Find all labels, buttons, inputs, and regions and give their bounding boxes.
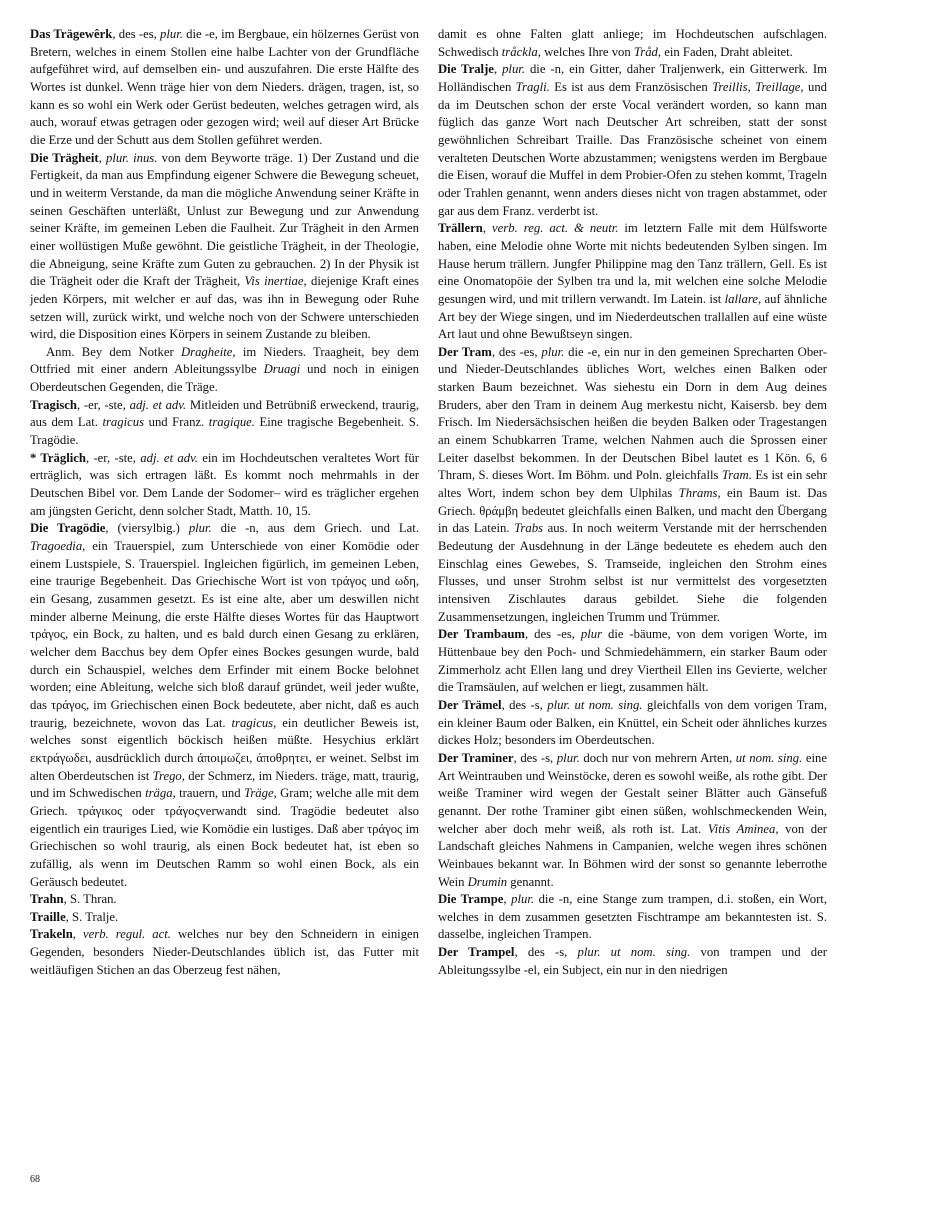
dictionary-entry bbox=[438, 220, 827, 344]
entry-italic-text: tråckla, bbox=[501, 44, 541, 59]
entry-text: die -n, aus dem Griech. und Lat. bbox=[211, 521, 419, 536]
entry-italic-text: tragicus bbox=[102, 415, 145, 430]
entry-text: von der Landschaft gleiches Nahmens in Campanien, welche wegen ihres schönen Weinbaues bekannt war. In Böhmen wird der sonst so genannte leberrothe Wein bbox=[438, 821, 827, 889]
entry-text: , des -es, bbox=[491, 344, 542, 359]
entry-italic-text: adj. et adv. bbox=[140, 450, 198, 465]
entry-italic-text: plur. inus. bbox=[105, 150, 158, 165]
entry-text: die -e, im Bergbaue, ein hölzernes Gerüst von Bretern, welches in einem Stollen eine halbe Lachter von der Grundfläche aufgeführet wird, auf demselben ein- und auszufahren. Die erste Hälfte des Wortes ist dunkel. Wenn träge hier von dem Nieders. drägen, tragen, ist, so kann es so wohl ein Werk oder Gerüst bedeuten, welches getragen wird, als auch, worauf etwas getragen oder gezogen wird; weil auf dieser Art Brücke die Erze und der Schutt aus dem Stollen geführet werden. bbox=[30, 27, 419, 147]
entry-headword: Der Trampel bbox=[438, 945, 515, 960]
entry-text: ein Trauerspiel, zum Unterschiede von einer Komödie oder einem Lustspiele, S. Trauerspiel. Ingleichen figürlich, im gemeinen Leben, eine traurige Begebenheit. Das Griechische Wort ist von τράγος und ωδη, ein Gesang, zusammen gesetzt. Es ist eine alte, aber um deswillen nicht minder alberne Meinung, die erste Hälfte dieses Wortes für das Hauptwort τράγος, ein Bock, zu halten, und es bald durch einen Gesang zu erklären, welcher dem Bacchus bey dem Opfer eines Bockes gesungen wurde, bald durch ein Schauspiel, welches dem Erfinder mit einem Bocke belohnet worden; eine Ableitung, welche sich bloß darauf gründet, weil jeder wußte, das τράγος, im Griechischen einen Bock bedeutete, aber nicht, daß es auch traurig, bezeichnete, wovon das Lat. bbox=[30, 539, 419, 730]
entry-headword: Die Tralje bbox=[438, 62, 494, 77]
entry-text: im Nieders. Traagheit, bey dem Ottfried mit einer andern Ableitungssylbe bbox=[30, 344, 420, 377]
entry-headword: Tragisch bbox=[30, 397, 77, 412]
entry-headword: * Träglich bbox=[30, 450, 86, 465]
entry-text: eine Art Weintrauben und Weinstöcke, deren es sowohl weiße, als rothe gibt. Der weiße Traminer wird wegen der Gestalt seiner Blätter auch Gänsefuß genannt. Der rothe Traminer gibt einen süßen, wohlschmeckenden Wein, welcher aber doch mehr weiß, als roth ist. Lat. bbox=[438, 750, 828, 836]
entry-italic-text: plur. bbox=[556, 750, 580, 765]
entry-text: trauern, und bbox=[175, 786, 244, 801]
entry-text: , des -s, bbox=[514, 945, 578, 960]
entry-italic-text: tragicus, bbox=[231, 715, 277, 730]
entry-italic-text: Vitis Aminea, bbox=[707, 821, 779, 836]
entry-text: Eine tragische Begebenheit. S. Tragödie. bbox=[30, 415, 420, 448]
entry-text: die -e, ein nur in den gemeinen Sprecharten Ober- und Nieder-Deutschlandes übliches Wort, welches einen Balken oder starken Baum bezeichnet. Was siehestu ein Dorn in dem Aug deines Bruders, aber den Tram in deinem Aug merkestu nicht, Kaisersb. bey dem Frisch. Im Niedersächsischen heißen die beyden Balken oder Tragestangen an einem Schubkarren Trame, welchen Nahmen auch die Sprossen einer Leiter daselbst bekommen. In der Deutschen Bibel lautet es 1 Kön. 6, 6 Thram, S. dieses Wort. Im Böhm. und Poln. gleichfalls bbox=[438, 344, 827, 483]
entry-text: , des -es, bbox=[112, 27, 161, 41]
entry-text: , bbox=[503, 892, 512, 907]
entry-text: Anm. Bey dem Notker bbox=[46, 344, 181, 359]
left-column bbox=[30, 26, 419, 979]
entry-italic-text: plur. bbox=[541, 344, 565, 359]
entry-text: , (viersylbig.) bbox=[105, 521, 189, 536]
entry-italic-text: plur. bbox=[188, 521, 212, 536]
dictionary-entry bbox=[30, 450, 419, 521]
dictionary-entry bbox=[438, 626, 827, 697]
entry-text: , bbox=[98, 150, 106, 165]
entry-text: Gram; welche alle mit dem Griech. τράγικος oder τράγοςverwandt sind. Tragödie bedeutet also eigentlich ein trauriges Lied, wie Komödie ein lustiges. Daß aber τράγος im Griechischen so wohl traurig, als einen Bock bedeutet hat, ist eben so zufällig, als wenn im Deutschen Ramm so wohl einen Bock, als ein Geräusch bedeutet. bbox=[30, 786, 419, 889]
entry-text: ein Faden, Draht ableitet. bbox=[661, 44, 793, 59]
entry-text: , bbox=[493, 62, 503, 77]
entry-headword: Die Tragödie bbox=[30, 521, 106, 536]
entry-italic-text: lallare, bbox=[724, 291, 762, 306]
entry-text: im letztern Falle mit dem Hülfsworte haben, eine Melodie ohne Worte mit nichts bedeutenden Sylben singen. Im Hause herum trällern. Jungfer Philippine mag den Tanz trällern, Gell. Es ist eine Onomatopöie der Sylben tra und la, mit welchen eine solche Melodie gesungen wird, und mit trillern verwandt. Im Latein. ist bbox=[438, 221, 827, 306]
entry-italic-text: Druagi bbox=[263, 362, 301, 377]
dictionary-entry bbox=[438, 697, 827, 750]
dictionary-entry bbox=[30, 26, 419, 150]
page-number: 68 bbox=[30, 1174, 40, 1185]
entry-text: , bbox=[72, 927, 83, 942]
entry-text: und noch in einigen Oberdeutschen Gegenden, die Träge. bbox=[30, 362, 419, 395]
entry-text: welches Ihre von bbox=[540, 44, 634, 59]
right-column bbox=[438, 26, 827, 979]
entry-text: doch nur von mehrern Arten, bbox=[579, 750, 736, 765]
entry-headword: Der Trambaum bbox=[438, 627, 525, 642]
entry-text: von dem Beyworte träge. 1) Der Zustand und die Fertigkeit, da man aus Empfindung eigener Schwere die Bewegung scheuet, und in weiterm Verstande, da man die mögliche Anwendung seiner Kräfte in seinen Geschäften unterläßt, Unlust zur Bewegung und zur Anwendung seiner Kräfte, im gemeinen Leben die Faulheit. Zur Trägheit in den Armen einer wollüstigen Muße gewöhnt. Die geistliche Trägheit, in der Theologie, die Abneigung, seine Kräfte zum Guten zu gebrauchen. 2) In der Physik ist die Trägheit oder die Kraft der Trägheit, bbox=[30, 150, 419, 289]
entry-italic-text: Vis inertiae, bbox=[244, 274, 307, 289]
entry-text: diejenige Kraft eines jeden Körpers, mit welcher er auf das, was ihn in Bewegung oder Ruhe setzen will, zurück wirkt, und welche noch von der Schwere unterschieden wird, die Disposition eines Körpers in seinem Zustande zu bleiben. bbox=[30, 274, 419, 342]
entry-italic-text: plur bbox=[580, 627, 603, 642]
entry-italic-text: ut nom. sing. bbox=[735, 750, 803, 765]
entry-headword: Das Trägewêrk bbox=[30, 27, 113, 41]
entry-italic-text: Dragheite, bbox=[180, 344, 236, 359]
entry-italic-text: plur. ut nom. sing. bbox=[577, 945, 691, 960]
dictionary-entry bbox=[30, 891, 419, 909]
entry-text: damit es ohne Falten glatt anliege; im Hochdeutschen aufschlagen. Schwedisch bbox=[438, 27, 827, 59]
entry-text: von trampen und der Ableitungssylbe -el, ein Subject, ein nur in den niedrigen bbox=[438, 945, 827, 977]
entry-text: Es ist aus dem Französischen bbox=[549, 79, 713, 94]
entry-text: , S. Tralje. bbox=[65, 909, 119, 924]
entry-text: ein deutlicher Beweis ist, welches sonst eigentlich böckisch heißen müßte. Hesychius erklärt εκτράγωδει, ausdrücklich durch άποιμωζει, άποθρητει, er weinet. Selbst im alten Oberdeutschen ist bbox=[30, 715, 419, 783]
entry-text: , des -es, bbox=[525, 627, 581, 642]
entry-text: die -n, ein Gitter, daher Traljenwerk, ein Gitterwerk. Im Holländischen bbox=[438, 62, 828, 94]
entry-headword: Die Trampe bbox=[438, 892, 504, 907]
entry-text: , -er, -ste, bbox=[77, 397, 130, 412]
entry-text: und da im Deutschen schon der erste Vocal verändert worden, so kann man füglich das ganze Wort nach Deutscher Art schreiben, statt der sonst gewöhnlichen Schreibart Traille. Das Französische scheinet von einem veralteten Deutschen Worte abzustammen; wenigstens werden im Bergbaue die Eisen, worauf die Muffel in dem Probier-Ofen zu stehen kommt, Trageln oder Trahlen genannt, wenn anders dieses nicht von tragen abstammet, oder gar aus dem Franz. verderbt ist. bbox=[438, 79, 828, 218]
entry-text: ein im Hochdeutschen veraltetes Wort für erträglich, was sich ertragen läßt. Es kommt noch mehrmahls in der Deutschen Bibel vor. Dem Lande der Sodomer– wird es träglicher ergehen am jüngsten Gericht, denn solcher Stadt, Matth. 10, 15. bbox=[30, 450, 419, 518]
entry-text: genannt. bbox=[507, 874, 554, 889]
entry-text: Mitleiden und Betrübniß erweckend, traurig, aus dem Lat. bbox=[30, 397, 419, 430]
entry-headword: Die Trägheit bbox=[30, 150, 99, 165]
entry-text: die -n, eine Stange zum trampen, d.i. stoßen, ein Wort, welches in dem zusammen gesetzten Fischtrampe am bekanntesten ist. S. dasselbe, ingleichen Trampen. bbox=[438, 892, 827, 942]
entry-italic-text: Thrams, bbox=[678, 486, 721, 501]
entry-text: , -er, -ste, bbox=[85, 450, 141, 465]
dictionary-entry bbox=[438, 750, 827, 891]
entry-headword: Trakeln bbox=[30, 927, 73, 942]
entry-italic-text: tragique. bbox=[208, 415, 255, 430]
entry-text: aus. In noch weiterm Verstande mit der herrschenden Bedeutung der Ausdehnung in der Länge bedeutete es ehedem auch den Einschlag eines Gewebes, S. Tramseide, ingleichen den Strohm eines Flusses, und unser Strohm selbst ist nur vermittelst des vorgesetzten intensiven Zischlautes daraus gebildet. Siehe die folgenden Zusammensetzungen, ingleichen Trumm und Trümmer. bbox=[438, 521, 827, 624]
entry-text: auf ähnliche Art bey der Wiege singen, und im Niederdeutschen trallallen auf eine wüste Art laut und ohne Bewußtseyn singen. bbox=[438, 291, 827, 342]
entry-text: , bbox=[482, 221, 493, 236]
entry-italic-text: Drumin bbox=[467, 874, 508, 889]
dictionary-entry bbox=[30, 909, 419, 927]
dictionary-entry bbox=[30, 344, 419, 397]
entry-italic-text: Trabs bbox=[514, 521, 543, 536]
entry-text: ein Baum ist. Das Griech. θράμβη bedeutet gleichfalls einen Balken, und macht den Übergang in das Latein. bbox=[438, 486, 828, 536]
dictionary-entry bbox=[438, 344, 827, 627]
entry-italic-text: Tram. bbox=[721, 468, 752, 483]
dictionary-entry bbox=[30, 150, 419, 344]
dictionary-entry bbox=[30, 926, 419, 979]
entry-text: der Schmerz, im Nieders. träge, matt, traurig, und im Schwedischen bbox=[30, 768, 419, 801]
entry-headword: Traille bbox=[30, 909, 66, 924]
dictionary-entry bbox=[438, 891, 827, 944]
entry-italic-text: Tragli. bbox=[515, 79, 550, 94]
entry-text: , des -s, bbox=[513, 750, 557, 765]
entry-headword: Der Traminer bbox=[438, 750, 514, 765]
dictionary-entry bbox=[438, 61, 827, 220]
entry-italic-text: plur. bbox=[511, 892, 535, 907]
entry-italic-text: Tråd, bbox=[633, 44, 662, 59]
entry-italic-text: Tragoedia, bbox=[30, 539, 86, 554]
entry-headword: Der Trämel bbox=[438, 697, 502, 712]
entry-italic-text: plur. bbox=[160, 27, 183, 41]
entry-text: Es ist ein sehr altes Wort, indem schon bey dem Ulphilas bbox=[438, 468, 827, 501]
dictionary-entry bbox=[30, 397, 419, 450]
entry-italic-text: Treillis, Treillage, bbox=[712, 79, 804, 94]
dictionary-entry bbox=[30, 520, 419, 891]
dictionary-entry bbox=[438, 26, 827, 61]
dictionary-entry bbox=[438, 944, 827, 979]
entry-text: welches nur bey den Schneidern in einigen Gegenden, besonders Nieder-Deutschlandes üblich ist, das Futter mit weitläufigen Stichen an das Oberzeug fest nähen, bbox=[30, 927, 420, 977]
entry-text: , des -s, bbox=[501, 697, 548, 712]
entry-headword: Trällern bbox=[438, 221, 483, 236]
entry-text: gleichfalls von dem vorigen Tram, ein kleiner Baum oder Balken, ein Knüttel, ein Scheit oder ähnliches kurzes dickes Holz; besonders im Oberdeutschen. bbox=[438, 697, 827, 748]
entry-italic-text: verb. reg. act. & neutr. bbox=[492, 221, 619, 236]
entry-italic-text: plur. bbox=[502, 62, 525, 77]
entry-italic-text: Trego, bbox=[152, 768, 185, 783]
entry-headword: Trahn bbox=[30, 892, 64, 907]
entry-italic-text: plur. ut nom. sing. bbox=[547, 697, 643, 712]
entry-italic-text: träga, bbox=[145, 786, 176, 801]
entry-text: und Franz. bbox=[144, 415, 209, 430]
entry-italic-text: verb. regul. act. bbox=[83, 927, 171, 942]
entry-text: , S. Thran. bbox=[63, 892, 117, 907]
entry-italic-text: Träge, bbox=[243, 786, 277, 801]
entry-headword: Der Tram bbox=[438, 344, 492, 359]
entry-italic-text: adj. et adv. bbox=[129, 397, 187, 412]
entry-text: die -bäume, von dem vorigen Worte, im Hüttenbaue bey den Poch- und Schmiedehämmern, ein starker Baum oder Zimmerholz acht Ellen lang und drey Viertheil Ellen ins Gevierte, welcher die Tramsäulen, auf welchen er liegt, zusammen hält. bbox=[438, 627, 827, 695]
